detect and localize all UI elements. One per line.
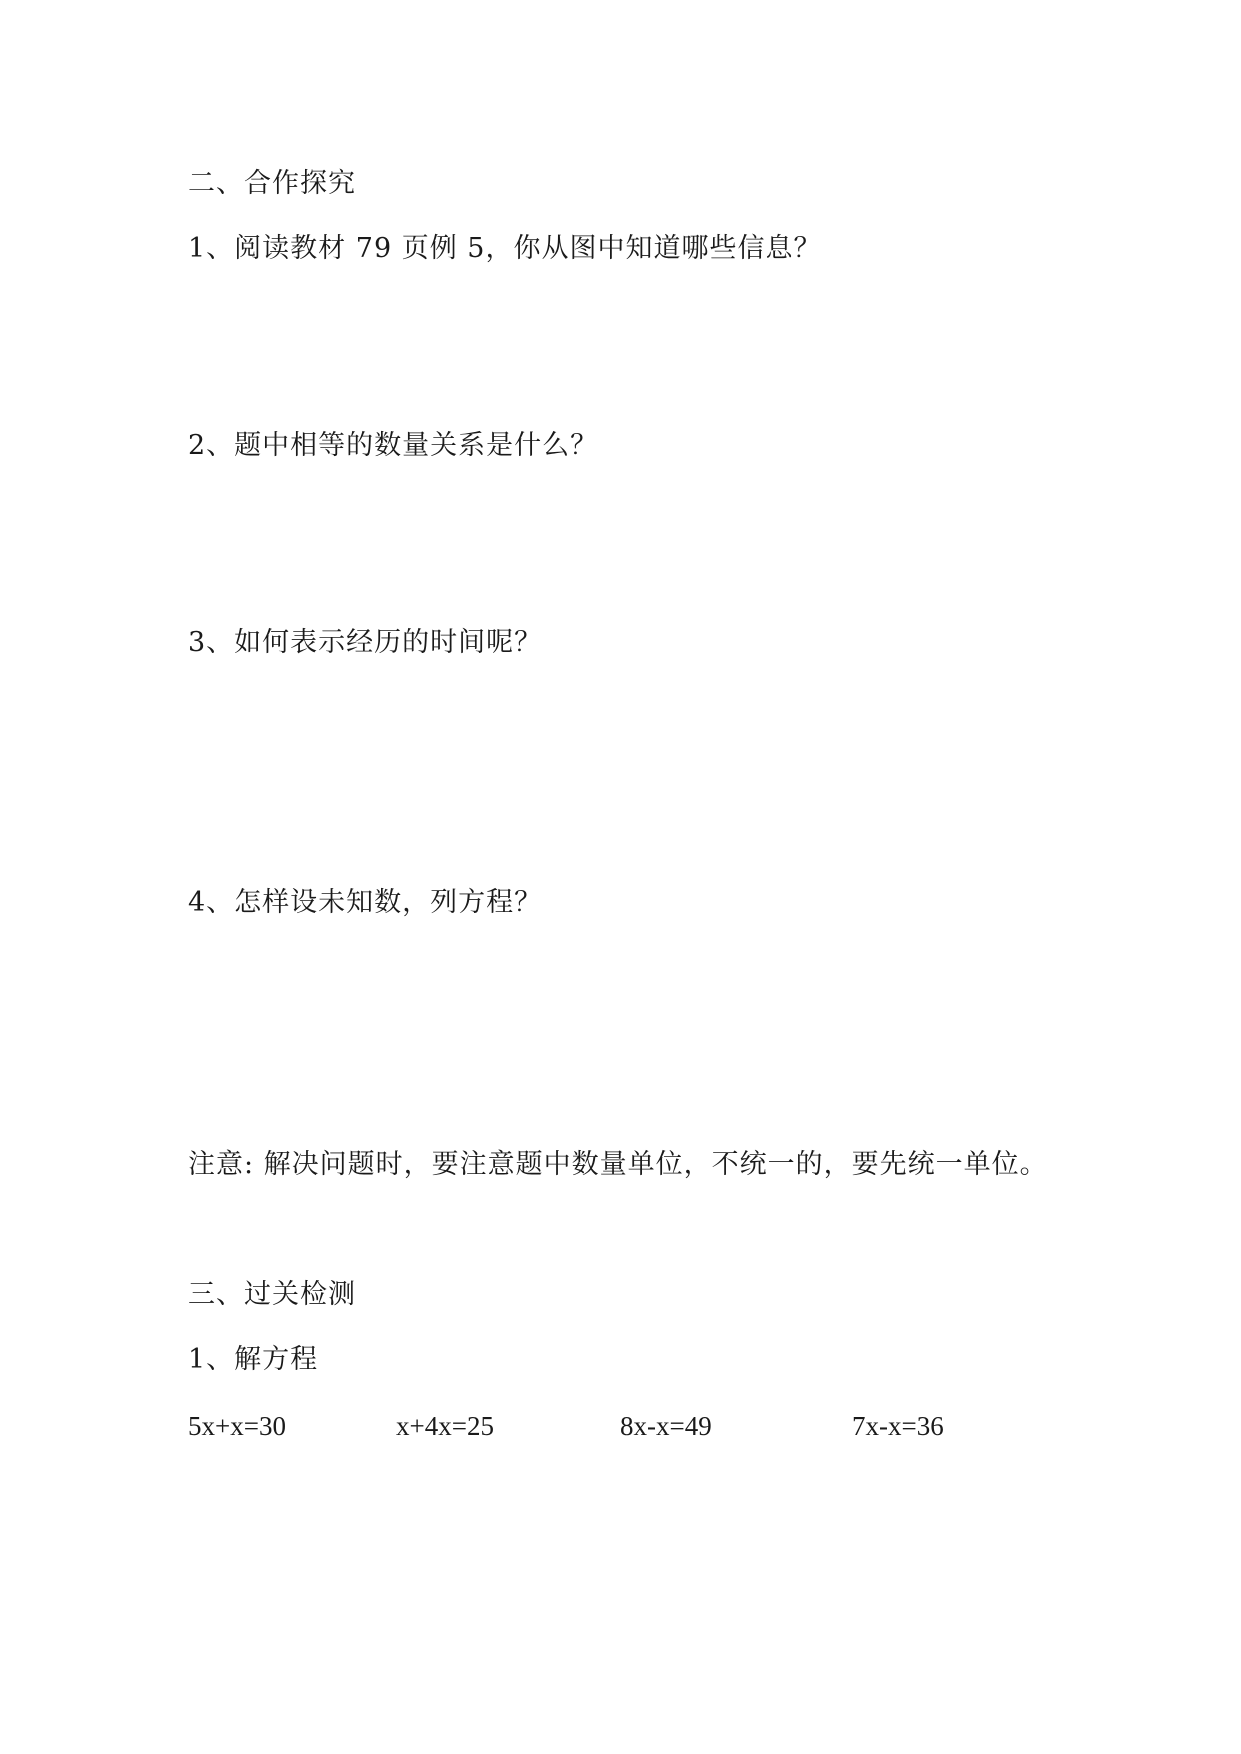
question-2: 2、题中相等的数量关系是什么？ bbox=[188, 430, 599, 461]
question-1: 1、阅读教材 79 页例 5，你从图中知道哪些信息？ bbox=[188, 233, 822, 264]
question-3: 3、如何表示经历的时间呢？ bbox=[188, 627, 543, 658]
equation: 7x-x=36 bbox=[852, 1411, 944, 1441]
check-question-1: 1、解方程 bbox=[188, 1344, 319, 1375]
equation: 5x+x=30 bbox=[188, 1411, 286, 1441]
question-4: 4、怎样设未知数，列方程？ bbox=[188, 887, 543, 918]
note-text: 注意: 解决问题时，要注意题中数量单位，不统一的，要先统一单位。 bbox=[188, 1149, 1048, 1180]
equation: x+4x=25 bbox=[396, 1411, 494, 1441]
equation: 8x-x=49 bbox=[620, 1411, 712, 1441]
section-heading-cooperate: 二、合作探究 bbox=[188, 168, 356, 199]
section-heading-check: 三、过关检测 bbox=[188, 1279, 356, 1310]
